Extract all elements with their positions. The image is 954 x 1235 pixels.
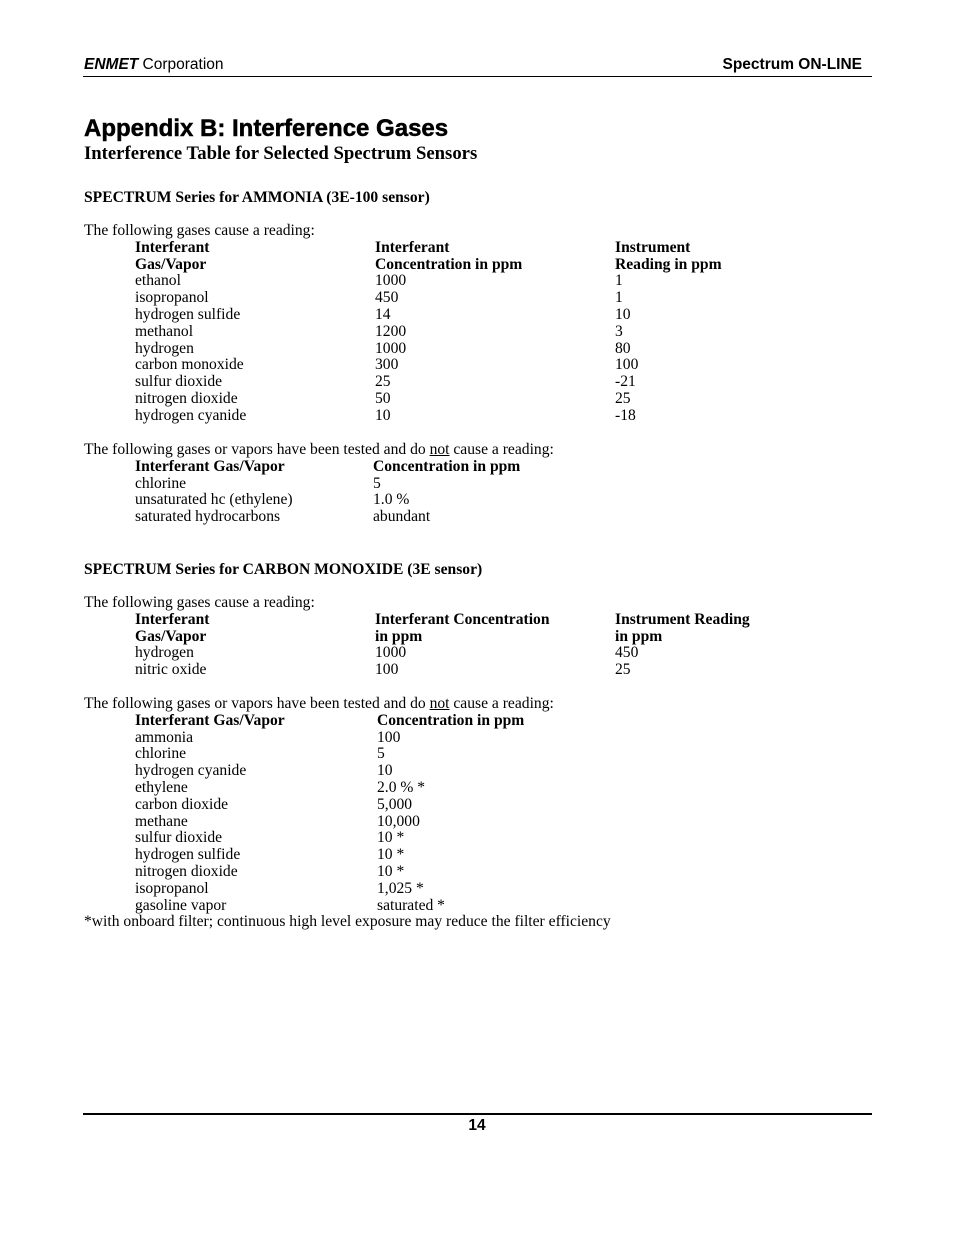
company-name bbox=[84, 56, 224, 74]
footer-rule bbox=[83, 1113, 872, 1115]
reading-cell: 1 bbox=[615, 289, 623, 307]
concentration-cell: 300 bbox=[375, 356, 399, 374]
table-intro-text bbox=[84, 696, 554, 713]
gas-cell: hydrogen cyanide bbox=[135, 762, 247, 780]
concentration-cell: 1,025 * bbox=[377, 879, 424, 897]
table-row bbox=[0, 408, 954, 425]
gas-cell: ammonia bbox=[135, 728, 194, 746]
concentration-cell: 10 * bbox=[377, 862, 405, 880]
gas-cell: methane bbox=[135, 812, 188, 830]
table-header-row bbox=[0, 459, 954, 476]
table-row bbox=[0, 341, 954, 358]
table-row bbox=[0, 357, 954, 374]
table-intro-text: The following gases cause a reading: bbox=[84, 222, 315, 239]
column-header: in ppm bbox=[375, 627, 423, 645]
reading-cell: 80 bbox=[615, 339, 631, 357]
document-title: Spectrum ON-LINE bbox=[722, 56, 862, 73]
gas-cell: chlorine bbox=[135, 745, 187, 763]
page-header bbox=[0, 56, 954, 74]
intro-text-before: The following gases or vapors have been tested and do bbox=[84, 695, 426, 712]
table-row bbox=[0, 763, 954, 780]
concentration-cell: 1000 bbox=[375, 272, 407, 290]
table-row bbox=[0, 881, 954, 898]
gas-cell: hydrogen cyanide bbox=[135, 406, 247, 424]
table-row bbox=[0, 273, 954, 290]
gas-cell: ethylene bbox=[135, 778, 188, 796]
gas-cell: hydrogen sulfide bbox=[135, 846, 241, 864]
gas-cell: carbon dioxide bbox=[135, 795, 229, 813]
gas-cell: isopropanol bbox=[135, 289, 209, 307]
column-header: Reading in ppm bbox=[615, 255, 722, 273]
table-row bbox=[0, 476, 954, 493]
page-title: Appendix B: Interference Gases bbox=[84, 115, 449, 142]
concentration-cell: 10 * bbox=[377, 846, 405, 864]
table-row bbox=[0, 864, 954, 881]
table-row bbox=[0, 730, 954, 747]
column-header: Interferant Concentration bbox=[375, 610, 550, 628]
concentration-cell: 5 bbox=[377, 745, 385, 763]
ammonia-cause-table bbox=[0, 223, 954, 425]
column-header: in ppm bbox=[615, 627, 663, 645]
reading-cell: 25 bbox=[615, 389, 631, 407]
reading-cell: 100 bbox=[615, 356, 639, 374]
reading-cell: 450 bbox=[615, 644, 639, 662]
concentration-cell: 5,000 bbox=[377, 795, 413, 813]
gas-cell: saturated hydrocarbons bbox=[135, 508, 281, 526]
concentration-cell: 10 bbox=[375, 406, 391, 424]
table-row bbox=[0, 290, 954, 307]
table-row bbox=[0, 662, 954, 679]
reading-cell: -21 bbox=[615, 373, 636, 391]
concentration-cell: abundant bbox=[373, 508, 431, 526]
table-header-row bbox=[0, 257, 954, 274]
concentration-cell: 2.0 % * bbox=[377, 778, 426, 796]
gas-cell: sulfur dioxide bbox=[135, 373, 223, 391]
table-row bbox=[0, 307, 954, 324]
gas-cell: carbon monoxide bbox=[135, 356, 244, 374]
page-number: 14 bbox=[468, 1117, 486, 1134]
table-row bbox=[0, 492, 954, 509]
concentration-cell: 1000 bbox=[375, 339, 407, 357]
intro-text-before: The following gases or vapors have been tested and do bbox=[84, 441, 426, 458]
section-heading-ammonia: SPECTRUM Series for AMMONIA (3E-100 sensor) bbox=[84, 189, 430, 206]
gas-cell: hydrogen sulfide bbox=[135, 305, 241, 323]
intro-emphasis-not: not bbox=[429, 441, 450, 458]
concentration-cell: 50 bbox=[375, 389, 391, 407]
column-header: Gas/Vapor bbox=[135, 255, 207, 273]
concentration-cell: saturated * bbox=[377, 896, 445, 914]
intro-text-after: cause a reading: bbox=[453, 441, 554, 458]
table-row bbox=[0, 898, 954, 915]
concentration-cell: 100 bbox=[375, 661, 399, 679]
gas-cell: chlorine bbox=[135, 474, 187, 492]
table-intro bbox=[0, 696, 954, 713]
concentration-cell: 14 bbox=[375, 305, 391, 323]
carbon-monoxide-cause-table bbox=[0, 595, 954, 679]
column-header: Concentration in ppm bbox=[377, 711, 525, 729]
table-row bbox=[0, 391, 954, 408]
section-heading-carbon-monoxide: SPECTRUM Series for CARBON MONOXIDE (3E sensor) bbox=[84, 561, 483, 578]
intro-emphasis-not: not bbox=[429, 695, 450, 712]
footnote: *with onboard filter; continuous high level exposure may reduce the filter efficiency bbox=[84, 913, 611, 931]
concentration-cell: 1000 bbox=[375, 644, 407, 662]
reading-cell: -18 bbox=[615, 406, 636, 424]
reading-cell: 1 bbox=[615, 272, 623, 290]
table-row bbox=[0, 324, 954, 341]
header-rule bbox=[83, 76, 872, 77]
gas-cell: methanol bbox=[135, 322, 194, 340]
column-header: Interferant bbox=[375, 238, 450, 256]
footnote-line bbox=[0, 914, 954, 931]
column-header: Interferant bbox=[135, 238, 210, 256]
table-row bbox=[0, 797, 954, 814]
column-header: Instrument Reading bbox=[615, 610, 750, 628]
table-row bbox=[0, 814, 954, 831]
table-intro-text bbox=[84, 442, 554, 459]
column-header: Interferant Gas/Vapor bbox=[135, 457, 285, 475]
column-header: Interferant bbox=[135, 610, 210, 628]
table-row bbox=[0, 645, 954, 662]
reading-cell: 10 bbox=[615, 305, 631, 323]
concentration-cell: 100 bbox=[377, 728, 401, 746]
gas-cell: hydrogen bbox=[135, 644, 194, 662]
concentration-cell: 10 bbox=[377, 762, 393, 780]
page-subtitle: Interference Table for Selected Spectrum Sensors bbox=[84, 143, 478, 164]
column-header: Concentration in ppm bbox=[375, 255, 523, 273]
column-header: Concentration in ppm bbox=[373, 457, 521, 475]
table-header-row bbox=[0, 240, 954, 257]
concentration-cell: 1.0 % bbox=[373, 491, 410, 509]
column-header: Interferant Gas/Vapor bbox=[135, 711, 285, 729]
intro-text-after: cause a reading: bbox=[453, 695, 554, 712]
column-header: Gas/Vapor bbox=[135, 627, 207, 645]
gas-cell: sulfur dioxide bbox=[135, 829, 223, 847]
table-header-row bbox=[0, 713, 954, 730]
reading-cell: 25 bbox=[615, 661, 631, 679]
table-row bbox=[0, 780, 954, 797]
table-intro bbox=[0, 223, 954, 240]
concentration-cell: 450 bbox=[375, 289, 399, 307]
table-header-row bbox=[0, 629, 954, 646]
concentration-cell: 10,000 bbox=[377, 812, 420, 830]
gas-cell: nitrogen dioxide bbox=[135, 862, 238, 880]
table-row bbox=[0, 746, 954, 763]
table-row bbox=[0, 509, 954, 526]
concentration-cell: 5 bbox=[373, 474, 381, 492]
company-name-rest: Corporation bbox=[142, 56, 224, 73]
gas-cell: nitric oxide bbox=[135, 661, 207, 679]
table-header-row bbox=[0, 612, 954, 629]
reading-cell: 3 bbox=[615, 322, 623, 340]
gas-cell: ethanol bbox=[135, 272, 181, 290]
ammonia-no-cause-table bbox=[0, 442, 954, 526]
gas-cell: gasoline vapor bbox=[135, 896, 227, 914]
carbon-monoxide-no-cause-table bbox=[0, 696, 954, 931]
gas-cell: unsaturated hc (ethylene) bbox=[135, 491, 293, 509]
concentration-cell: 1200 bbox=[375, 322, 407, 340]
gas-cell: nitrogen dioxide bbox=[135, 389, 238, 407]
table-intro bbox=[0, 595, 954, 612]
table-intro bbox=[0, 442, 954, 459]
table-row bbox=[0, 847, 954, 864]
company-name-emphasis: ENMET bbox=[84, 56, 139, 73]
table-row bbox=[0, 830, 954, 847]
table-row bbox=[0, 374, 954, 391]
gas-cell: isopropanol bbox=[135, 879, 209, 897]
concentration-cell: 25 bbox=[375, 373, 391, 391]
table-intro-text: The following gases cause a reading: bbox=[84, 594, 315, 611]
gas-cell: hydrogen bbox=[135, 339, 194, 357]
concentration-cell: 10 * bbox=[377, 829, 405, 847]
column-header: Instrument bbox=[615, 238, 691, 256]
